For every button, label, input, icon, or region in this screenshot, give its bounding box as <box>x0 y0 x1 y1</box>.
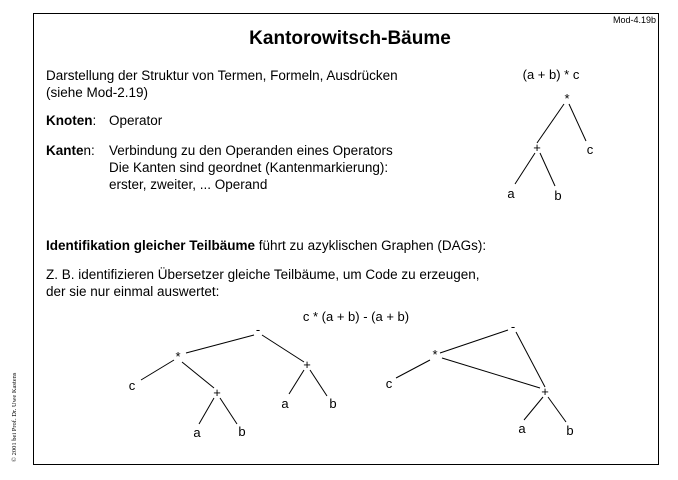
tree2-edges <box>141 335 327 424</box>
tree1-edge-plus-b <box>540 153 555 186</box>
dag-node-minus: - <box>510 319 516 334</box>
tree1-edges <box>515 104 586 186</box>
tree2-node-a1: a <box>193 425 201 440</box>
kanten-line-2: Die Kanten sind geordnet (Kantenmarkierung): <box>109 160 389 175</box>
tree1-node-root: * <box>564 91 570 106</box>
dag-node-b: b <box>566 423 574 438</box>
knoten-colon: : <box>92 113 97 128</box>
tree1-edge-plus-a <box>515 153 535 184</box>
example-line-1: Z. B. identifizieren Übersetzer gleiche Teilbäume, um Code zu erzeugen, <box>46 267 480 282</box>
dag-edge-minus-mul <box>440 330 508 353</box>
dag-edge-mul-plus <box>442 358 540 388</box>
tree2-expression: c * (a + b) - (a + b) <box>302 309 410 324</box>
tree2-edge-plus1-b <box>220 398 237 424</box>
kanten-term-bold: Kante <box>46 143 84 158</box>
intro-line-1: Darstellung der Struktur von Termen, Formeln, Ausdrücken <box>46 68 398 83</box>
dag-node-plus: + <box>541 384 549 399</box>
dag-node-c: c <box>385 376 393 391</box>
tree2-node-b1: b <box>238 424 246 439</box>
dag-edge-plus-a <box>524 397 543 420</box>
dag-edge-mul-c <box>396 360 430 378</box>
copyright-note: © 2001 bei Prof. Dr. Uwe Kastens <box>11 372 18 462</box>
tree1-expression: (a + b) * c <box>522 67 580 82</box>
tree2-node-plus1: + <box>213 385 221 400</box>
dag-edges <box>396 330 566 422</box>
tree2-edge-plus1-a <box>199 398 214 424</box>
page-title: Kantorowitsch-Bäume <box>249 28 451 49</box>
tree2-node-plus2: + <box>303 357 311 372</box>
tree2-node-minus: - <box>255 322 261 337</box>
tree2-node-b2: b <box>329 396 337 411</box>
tree1-node-b: b <box>554 188 562 203</box>
intro-line-2: (siehe Mod-2.19) <box>46 85 149 100</box>
knoten-value: Operator <box>109 113 163 128</box>
knoten-term: Knoten <box>46 113 93 128</box>
slide-id: Mod-4.19b <box>612 15 656 25</box>
tree1-edge-root-plus <box>537 104 564 143</box>
tree2-edge-plus2-b <box>310 370 327 396</box>
tree2-edge-mul-plus1 <box>182 362 214 388</box>
tree2-edge-mul-c <box>141 360 174 380</box>
tree2-node-a2: a <box>281 396 289 411</box>
tree2-edge-minus-plus2 <box>262 335 304 362</box>
identification-rest: führt zu azyklischen Graphen (DAGs): <box>255 238 487 253</box>
tree2-node-c: c <box>128 378 136 393</box>
tree1-node-c: c <box>586 142 594 157</box>
tree2-edge-minus-mul <box>186 335 254 353</box>
tree1-edge-root-c <box>569 104 586 141</box>
dag-edge-minus-plus <box>516 332 545 387</box>
identification-bold: Identifikation gleicher Teilbäume <box>46 238 256 253</box>
tree1-node-plus: + <box>533 140 541 155</box>
tree1-node-a: a <box>507 186 515 201</box>
kanten-term-rest: n: <box>83 143 95 158</box>
dag-node-mul: * <box>432 347 438 362</box>
dag-edge-plus-b <box>548 397 566 422</box>
kanten-line-3: erster, zweiter, ... Operand <box>109 177 268 192</box>
tree2-edge-plus2-a <box>289 370 304 394</box>
dag-node-a: a <box>518 421 526 436</box>
kanten-line-1: Verbindung zu den Operanden eines Operators <box>109 143 393 158</box>
tree2-node-mul: * <box>175 349 181 364</box>
example-line-2: der sie nur einmal auswertet: <box>46 284 220 299</box>
